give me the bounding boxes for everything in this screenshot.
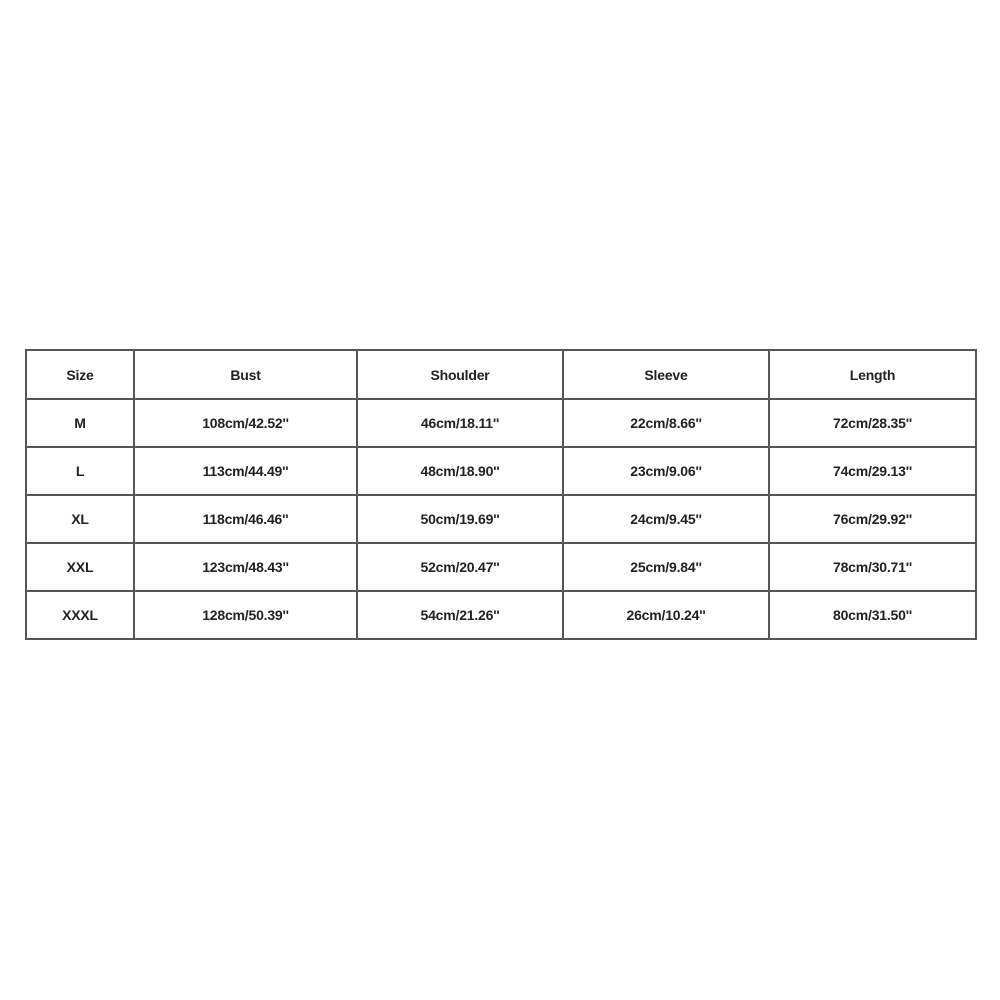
table-header-row — [26, 350, 976, 399]
table-row — [26, 495, 976, 543]
shoulder-cell: 46cm/18.11'' — [357, 399, 563, 447]
bust-cell: 128cm/50.39'' — [134, 591, 357, 639]
table-row — [26, 543, 976, 591]
bust-cell: 108cm/42.52'' — [134, 399, 357, 447]
size-cell: XL — [26, 495, 134, 543]
shoulder-cell: 54cm/21.26'' — [357, 591, 563, 639]
header-size: Size — [26, 350, 134, 399]
size-cell: M — [26, 399, 134, 447]
bust-cell: 118cm/46.46'' — [134, 495, 357, 543]
size-cell: XXXL — [26, 591, 134, 639]
table-row — [26, 447, 976, 495]
size-cell: XXL — [26, 543, 134, 591]
bust-cell: 113cm/44.49'' — [134, 447, 357, 495]
length-cell: 80cm/31.50'' — [769, 591, 976, 639]
sleeve-cell: 22cm/8.66'' — [563, 399, 769, 447]
header-sleeve: Sleeve — [563, 350, 769, 399]
size-chart-table — [25, 349, 977, 640]
sleeve-cell: 23cm/9.06'' — [563, 447, 769, 495]
bust-cell: 123cm/48.43'' — [134, 543, 357, 591]
shoulder-cell: 52cm/20.47'' — [357, 543, 563, 591]
length-cell: 76cm/29.92'' — [769, 495, 976, 543]
sleeve-cell: 26cm/10.24'' — [563, 591, 769, 639]
size-cell: L — [26, 447, 134, 495]
table-row — [26, 591, 976, 639]
sleeve-cell: 24cm/9.45'' — [563, 495, 769, 543]
sleeve-cell: 25cm/9.84'' — [563, 543, 769, 591]
header-bust: Bust — [134, 350, 357, 399]
header-shoulder: Shoulder — [357, 350, 563, 399]
table-row — [26, 399, 976, 447]
length-cell: 78cm/30.71'' — [769, 543, 976, 591]
header-length: Length — [769, 350, 976, 399]
shoulder-cell: 48cm/18.90'' — [357, 447, 563, 495]
shoulder-cell: 50cm/19.69'' — [357, 495, 563, 543]
length-cell: 72cm/28.35'' — [769, 399, 976, 447]
length-cell: 74cm/29.13'' — [769, 447, 976, 495]
